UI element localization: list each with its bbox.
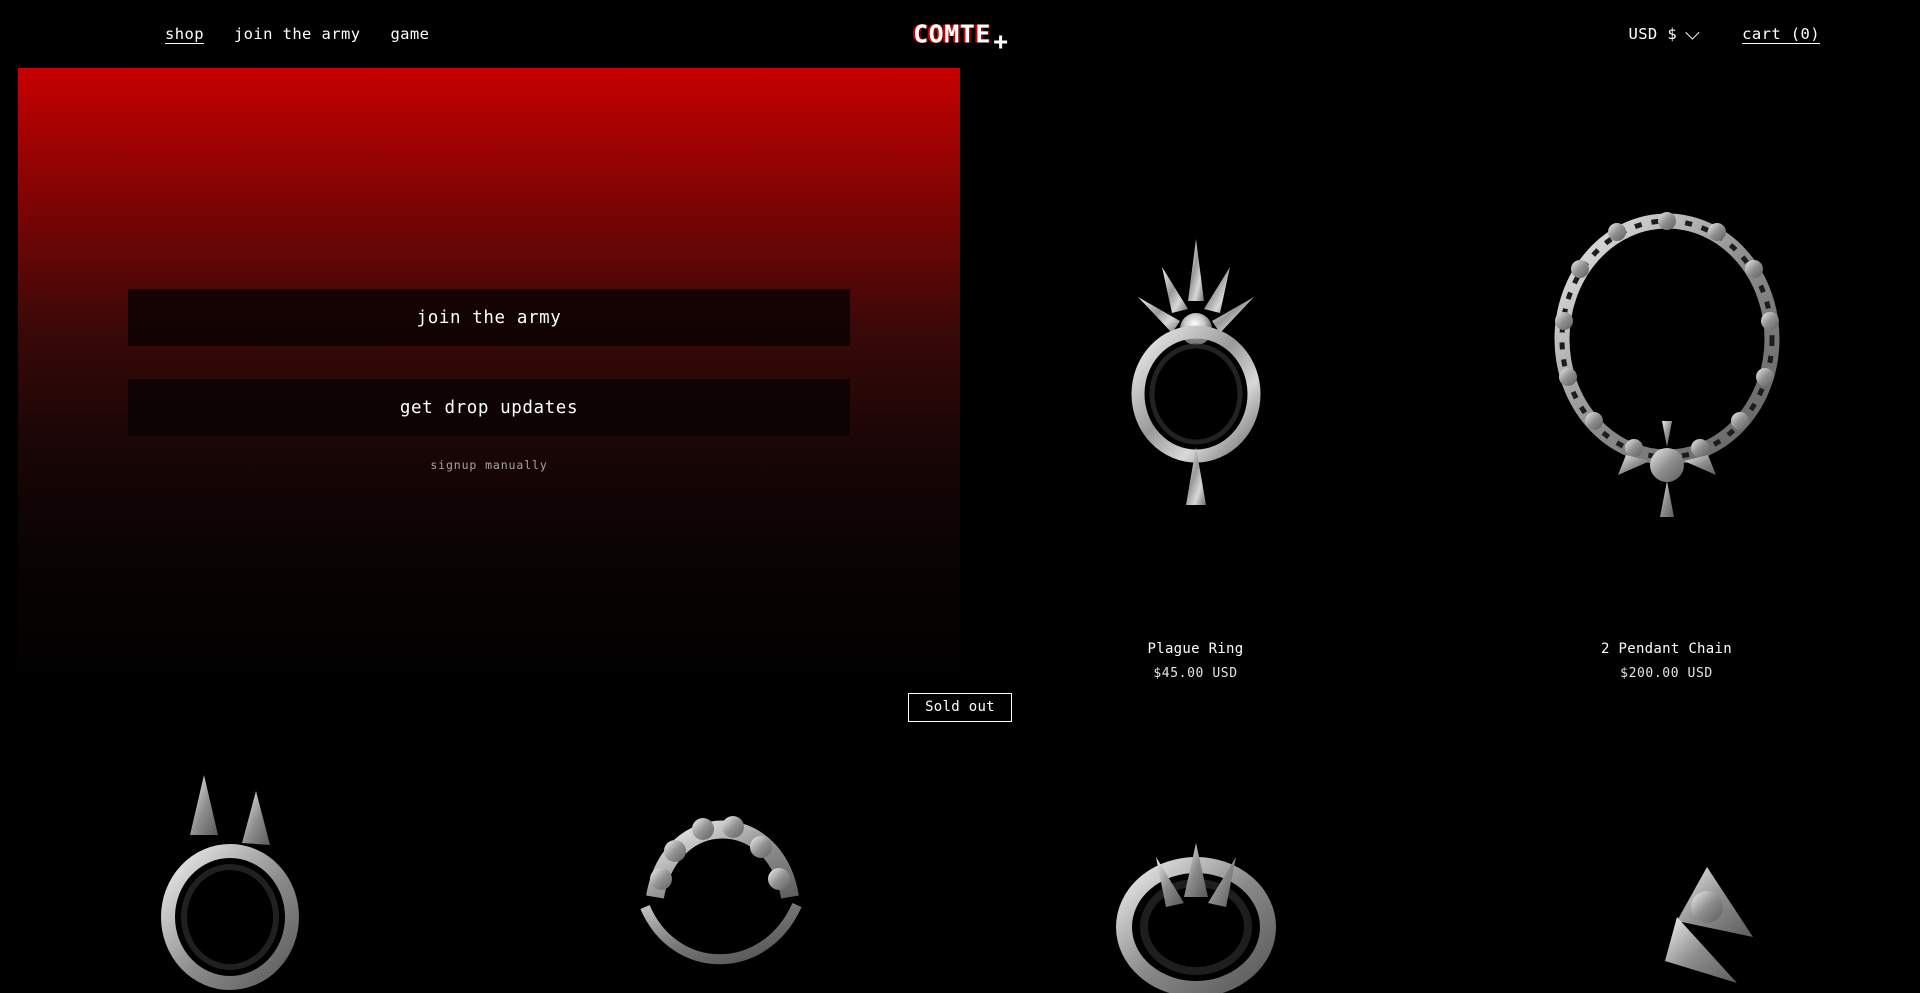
spiked-ring-image <box>144 747 364 993</box>
product-row-right-2 <box>960 747 1902 993</box>
status-badge: Sold out <box>908 693 1012 722</box>
nav-item-join-the-army[interactable]: join the army <box>233 25 361 43</box>
primary-nav <box>165 25 429 43</box>
chevron-down-icon <box>1685 26 1699 40</box>
pendant-chain-image <box>1431 76 1902 641</box>
product-card[interactable] <box>18 747 489 993</box>
cross-icon <box>994 36 1007 49</box>
coil-ring-image <box>1086 747 1306 993</box>
product-title: Plague Ring <box>1147 641 1244 657</box>
thorn-ring-image <box>615 747 835 993</box>
product-title: 2 Pendant Chain <box>1601 641 1732 657</box>
product-price: $45.00 USD <box>1153 666 1238 681</box>
get-drop-updates-button[interactable]: get drop updates <box>128 379 850 436</box>
product-card[interactable] <box>960 68 1431 693</box>
currency-value: USD $ <box>1628 25 1678 43</box>
header-actions <box>1628 25 1820 43</box>
brand-logo[interactable] <box>913 20 1007 49</box>
nav-item-shop[interactable]: shop <box>165 25 204 43</box>
join-the-army-button[interactable]: join the army <box>128 289 850 346</box>
signup-manually-link[interactable]: signup manually <box>430 458 548 472</box>
product-price: $200.00 USD <box>1620 666 1713 681</box>
plague-ring-image <box>960 76 1431 641</box>
brand-wordmark: COMTE <box>913 19 991 49</box>
product-row-left-2 <box>18 747 960 993</box>
product-grid <box>0 68 1920 715</box>
product-card[interactable] <box>960 747 1431 993</box>
product-grid-row-2 <box>0 747 1920 993</box>
product-card[interactable] <box>1431 68 1902 693</box>
currency-selector[interactable] <box>1628 25 1696 43</box>
promo-hero <box>18 68 960 693</box>
nav-item-game[interactable]: game <box>390 25 430 43</box>
product-row-right <box>960 68 1902 693</box>
site-header <box>0 0 1920 68</box>
cart-link[interactable]: cart (0) <box>1742 25 1820 43</box>
spike-cluster-image <box>1557 747 1777 993</box>
product-card[interactable] <box>489 747 960 993</box>
product-card[interactable] <box>1431 747 1902 993</box>
sold-out-badge-wrap <box>0 693 1920 722</box>
